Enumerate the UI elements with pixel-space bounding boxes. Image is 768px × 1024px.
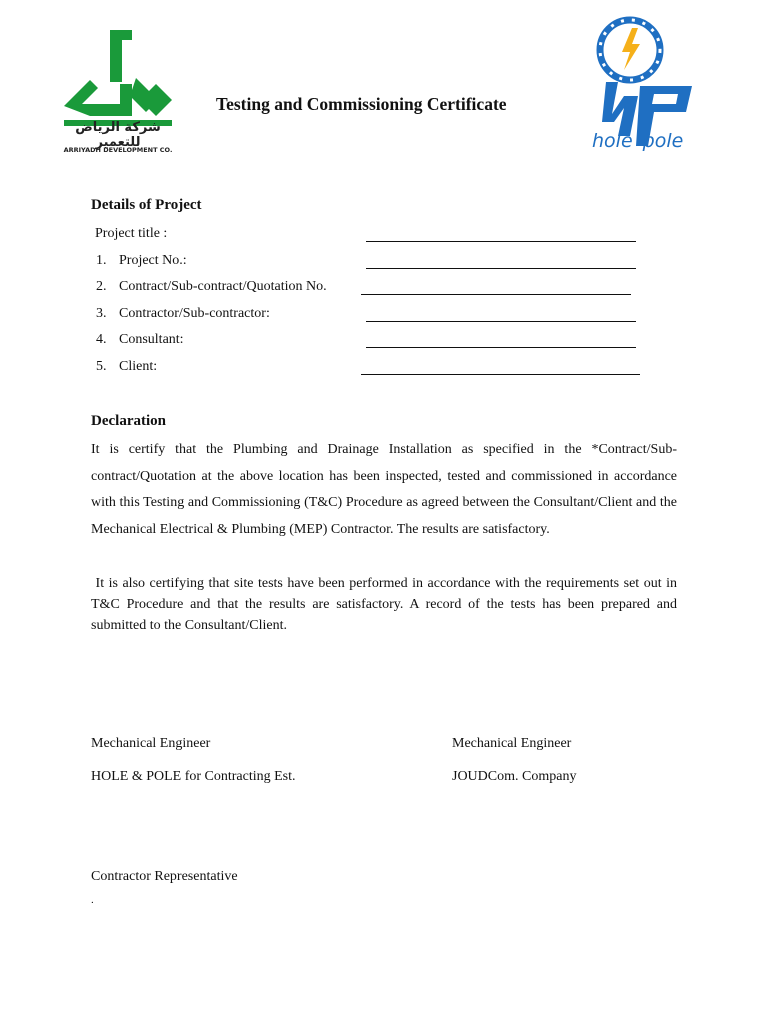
- project-details-heading: Details of Project: [91, 197, 202, 213]
- declaration-paragraph-1: It is certify that the Plumbing and Drainage Installation as specified in the *Contract/Sub-contract/Quotation at the above location has been inspected, tested and commissioned in accordance with this Testing and Commissioning (T&C) Procedure as agreed between the Consultant/Client and the Mechanical Electrical & Plumbing (MEP) Contractor. The results are satisfactory.: [91, 442, 677, 537]
- client-field-line: [361, 374, 640, 375]
- project-item-4: 4. Consultant:: [96, 332, 184, 347]
- project-title-field-line: [366, 241, 636, 242]
- left-signatory-company: HOLE & POLE for Contracting Est.: [91, 769, 296, 784]
- contractor-field-line: [366, 321, 636, 322]
- consultant-field-line: [366, 347, 636, 348]
- contractor-representative-label: Contractor Representative: [91, 869, 238, 884]
- logo-english-text: ARRIYADH DEVELOPMENT CO.: [63, 146, 173, 154]
- project-item-1: 1. Project No.:: [96, 253, 187, 268]
- project-item-5: 5. Client:: [96, 359, 158, 374]
- logo-arabic-text: شركة الرياض للتعمير: [75, 120, 161, 150]
- page-title: Testing and Commissioning Certificate: [216, 94, 507, 114]
- trailing-mark: .: [91, 894, 94, 906]
- right-signatory-role: Mechanical Engineer: [452, 736, 572, 751]
- hole-pole-logo-icon: [592, 14, 702, 156]
- declaration-heading: Declaration: [91, 413, 166, 429]
- declaration-paragraph-2: It is also certifying that site tests have been performed in accordance with the requirements set out in T&C Procedure and that the results are satisfactory. A record of the tests has been prepared and submitted to the Consultant/Client.: [91, 576, 681, 633]
- project-item-3: 3. Contractor/Sub-contractor:: [96, 306, 270, 321]
- logo-word-hole: hole: [592, 130, 633, 152]
- left-signatory-role: Mechanical Engineer: [91, 736, 211, 751]
- project-title-label: Project title :: [95, 226, 168, 241]
- logo-word-pole: pole: [642, 130, 684, 152]
- project-item-2: 2. Contract/Sub-contract/Quotation No.: [96, 279, 327, 294]
- contract-no-field-line: [361, 294, 631, 295]
- arriyadh-development-logo-icon: [60, 28, 176, 158]
- right-signatory-company: JOUDCom. Company: [452, 769, 577, 784]
- project-no-field-line: [366, 268, 636, 269]
